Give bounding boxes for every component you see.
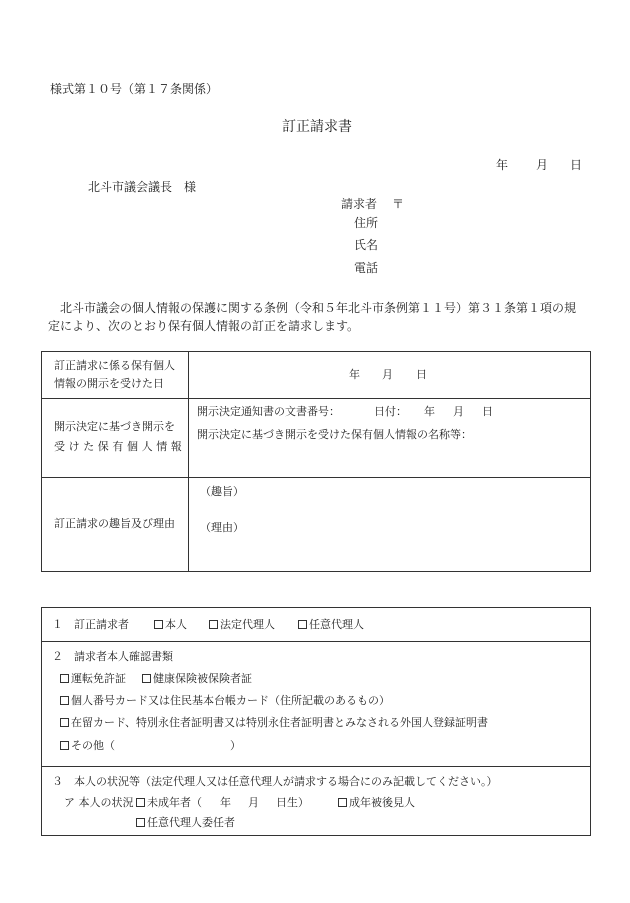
checkbox-icon[interactable] xyxy=(136,798,145,807)
status-minor-month: 月 xyxy=(248,796,259,809)
status-minor[interactable] xyxy=(136,797,202,808)
table-rule xyxy=(41,398,591,399)
id-drivers-license-label: 運転免許証 xyxy=(71,672,126,685)
option-voluntary-agent-label: 任意代理人 xyxy=(309,618,364,631)
table-rule xyxy=(41,766,591,767)
table-rule xyxy=(41,641,591,642)
postal-mark: 〒 xyxy=(392,197,405,211)
checkbox-icon[interactable] xyxy=(142,674,151,683)
checkbox-icon[interactable] xyxy=(60,718,69,727)
row2-year: 年 xyxy=(424,405,435,418)
requester-label: 請求者 xyxy=(341,197,378,211)
form-number: 様式第１０号（第１７条関係） xyxy=(50,82,219,96)
id-health-insurance-label: 健康保険被保険者証 xyxy=(153,672,252,685)
checkbox-icon[interactable] xyxy=(136,818,145,827)
checkbox-icon[interactable] xyxy=(154,620,163,629)
checkbox-icon[interactable] xyxy=(298,620,307,629)
checkbox-icon[interactable] xyxy=(209,620,218,629)
status-guardian-label: 成年被後見人 xyxy=(349,796,415,809)
id-other-label: その他（ xyxy=(71,739,115,752)
table-rule xyxy=(41,477,591,478)
status-minor-birth: 日生） xyxy=(276,796,309,809)
option-legal-agent-label: 法定代理人 xyxy=(220,618,275,631)
id-residence-card-label: 在留カード、特別永住者証明書又は特別永住者証明書とみなされる外国人登録証明書 xyxy=(71,716,489,729)
row2-date-label: 日付： xyxy=(374,405,407,418)
row2-doc-number-label: 開示決定通知書の文書番号： xyxy=(197,405,340,418)
id-health-insurance[interactable] xyxy=(142,673,252,684)
status-agent-principal-label: 任意代理人委任者 xyxy=(147,816,235,829)
id-other-close: ） xyxy=(230,739,241,752)
sec3-sub-label: ア 本人の状況 xyxy=(64,796,134,809)
intro-line-2: 定により、次のとおり保有個人情報の訂正を請求します。 xyxy=(48,319,360,333)
id-mynumber-card-label: 個人番号カード又は住民基本台帳カード（住所記載のあるもの） xyxy=(71,694,390,707)
table-divider xyxy=(188,351,189,572)
option-self-label: 本人 xyxy=(165,618,187,631)
id-mynumber-card[interactable] xyxy=(60,695,390,706)
option-voluntary-agent[interactable] xyxy=(298,619,364,630)
address-label: 住所 xyxy=(354,216,379,230)
sec2-heading: ２ 請求者本人確認書類 xyxy=(52,650,173,663)
checkbox-icon[interactable] xyxy=(338,798,347,807)
row1-month: 月 xyxy=(382,368,393,381)
intro-line-1: 北斗市議会の個人情報の保護に関する条例（令和５年北斗市条例第１１号）第３１条第１項の規 xyxy=(60,301,577,315)
option-self[interactable] xyxy=(154,619,187,630)
row2-label-line2: 受けた保有個人情報 xyxy=(54,440,186,453)
id-other[interactable] xyxy=(60,740,115,751)
row2-info-name-label: 開示決定に基づき開示を受けた保有個人情報の名称等： xyxy=(197,428,472,441)
row2-day: 日 xyxy=(482,405,493,418)
page-title: 訂正請求書 xyxy=(282,119,352,135)
status-minor-label: 未成年者（ xyxy=(147,796,202,809)
name-label: 氏名 xyxy=(354,238,379,252)
row3-purpose-label: （趣旨） xyxy=(200,485,244,498)
date-day: 日 xyxy=(570,158,583,172)
row1-label-line2: 情報の開示を受けた日 xyxy=(54,377,164,390)
sec1-heading: １ 訂正請求者 xyxy=(52,618,129,631)
checkbox-icon[interactable] xyxy=(60,674,69,683)
status-minor-year: 年 xyxy=(220,796,231,809)
row1-day: 日 xyxy=(416,368,427,381)
phone-label: 電話 xyxy=(354,261,379,275)
row2-label-line1: 開示決定に基づき開示を xyxy=(54,420,175,433)
row1-year: 年 xyxy=(349,368,360,381)
status-agent-principal[interactable] xyxy=(136,817,235,828)
sec3-heading: ３ 本人の状況等（法定代理人又は任意代理人が請求する場合にのみ記載してください。） xyxy=(52,775,498,788)
checkbox-icon[interactable] xyxy=(60,741,69,750)
row3-reason-label: （理由） xyxy=(200,521,244,534)
checkbox-icon[interactable] xyxy=(60,696,69,705)
addressee: 北斗市議会議長 様 xyxy=(88,180,197,194)
date-month: 月 xyxy=(536,158,549,172)
row1-label-line1: 訂正請求に係る保有個人 xyxy=(54,359,175,372)
option-legal-agent[interactable] xyxy=(209,619,275,630)
date-year: 年 xyxy=(496,158,509,172)
id-drivers-license[interactable] xyxy=(60,673,126,684)
row3-label: 訂正請求の趣旨及び理由 xyxy=(54,517,175,530)
id-residence-card[interactable] xyxy=(60,717,488,728)
status-guardian[interactable] xyxy=(338,797,415,808)
row2-month: 月 xyxy=(453,405,464,418)
